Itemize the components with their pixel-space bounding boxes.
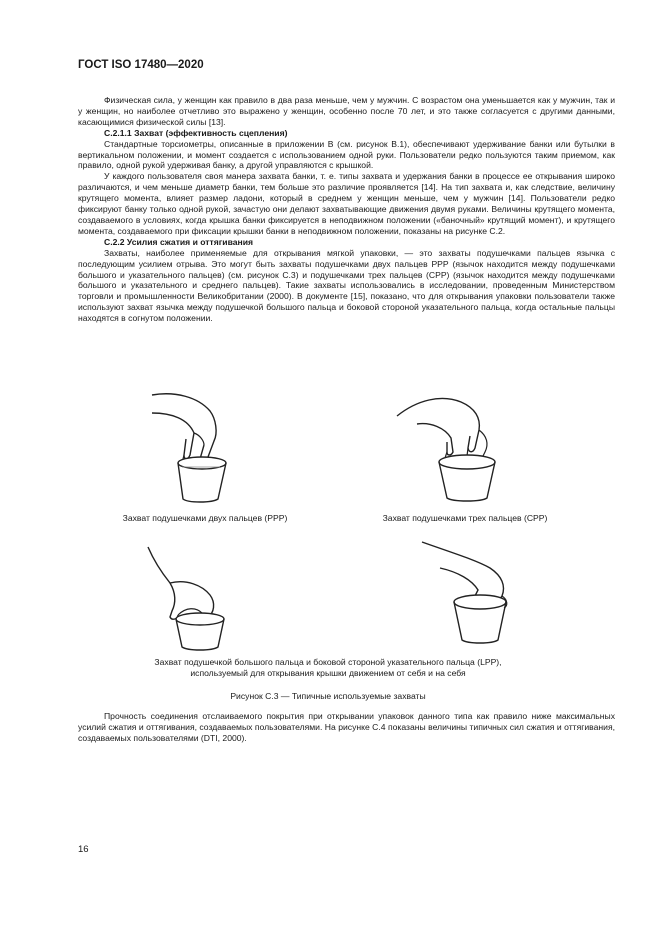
heading-c2-1-1: С.2.1.1 Захват (эффективность сцепления): [104, 127, 288, 138]
paragraph-grips-soft-packaging: Захваты, наиболее применяемые для открывания мягкой упаковки, — это захваты подушечками пальцев язычка с последующим усилием отрыва. Это могут быть захваты подушечками двух пальцев РРР (язычок находится между подушечками большого и указательного пальцев) (см. рисунок С.3) и подушечками трех пальцев (СРР) (язычок находится между подушечками большого и указательного и среднего пальцев). Такие захваты использовались в исследовании, проведенным Министерством торговли и промышленности Великобритании (2000). В документе [15], показано, что для открывания упаковки пользователи также используют захват язычка между подушечкой большого пальца и боковой стороной указательного пальца, когда остальные пальцы находятся в согнутом положении.: [78, 247, 615, 324]
figure-ppp-grip-illustration: [150, 383, 260, 503]
body-text-upper: [78, 95, 615, 324]
paragraph-physical-strength: Физическая сила, у женщин как правило в два раза меньше, чем у мужчин. С возрастом она уменьшается как у мужчин, так и у женщин, но наиболее отчетливо это выражено у женщин, особенно после 70 лет, и это также согласуется с другими данными, касающимися физической силы [13].: [78, 95, 615, 127]
page-number: 16: [78, 844, 89, 855]
body-text-lower: [78, 711, 615, 744]
paragraph-grip-manner: У каждого пользователя своя манера захвата банки, т. е. типы захвата и удержания банки в процессе ее открывания широко различаются, и чем меньше диаметр банки, тем больше это различие проявляется [14]. На тип захвата и, как следствие, величину крутящего момента, влияет размер ладони, который в среднем у женщин меньше, чем у мужчин [14]. Пользователи редко фиксируют банку только одной рукой, зачастую они делают захватывающие движения двумя руками. Величины крутящего момента, создаваемого в условиях, когда крышка банки фиксируется в неподвижном положении («баночный» крутящий момент), и крутящего момента, создаваемого при фиксации крышки банки в неподвижном положении, показаны на рисунке С.2.: [78, 171, 615, 236]
caption-lpp-grip-line1: Захват подушечкой большого пальца и боковой стороной указательного пальца (LPP),: [154, 657, 502, 667]
figure-lpp-grip-illustration-right: [420, 538, 535, 648]
figure-cpp-grip-illustration: [395, 378, 515, 503]
paragraph-torque-meters: Стандартные торсиометры, описанные в приложении В (см. рисунок В.1), обеспечивают удерживание банки или бутылки в вертикальном положении, и момент создается с использованием одной руки. Пользователи редко пользуются таким приемом, как правило, одной рукой удерживая банку, а другой управляются с крышкой.: [78, 138, 615, 171]
heading-c2-2: С.2.2 Усилия сжатия и оттягивания: [104, 236, 254, 247]
caption-ppp-grip: Захват подушечками двух пальцев (РРР): [122, 513, 288, 523]
paragraph-peel-strength: Прочность соединения отслаиваемого покрытия при открывании упаковок данного типа как правило ниже максимальных усилий сжатия и оттягивания, создаваемых пользователями. На рисунке С.4 показаны величины типичных сил сжатия и оттягивания, создаваемых пользователями (DTI, 2000).: [78, 711, 615, 743]
caption-lpp-grip-line2: используемый для открывания крышки движением от себя и на себя: [190, 668, 466, 678]
caption-cpp-grip: Захват подушечками трех пальцев (СРР): [382, 513, 548, 523]
figure-title: Рисунок С.3 — Типичные используемые захваты: [230, 691, 426, 701]
document-header: ГОСТ ISO 17480—2020: [78, 59, 204, 71]
figure-lpp-grip-illustration-left: [140, 543, 250, 653]
